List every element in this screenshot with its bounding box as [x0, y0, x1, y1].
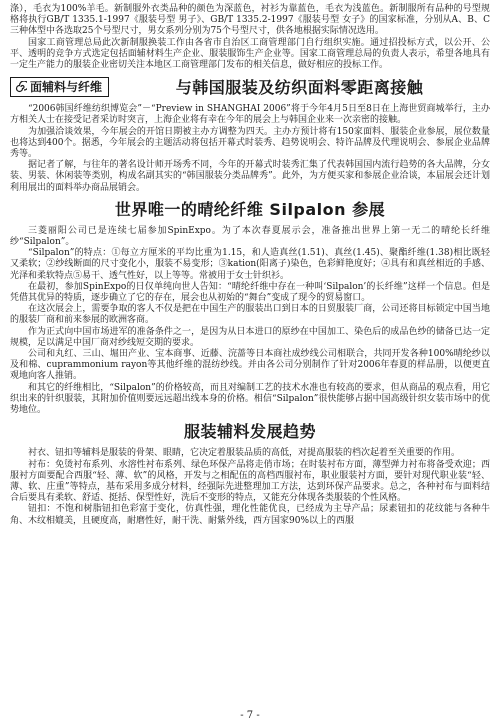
paragraph: “2006韩国纤维纺织博览会”－“Preview in SHANGHAI 2006”将于今年4月5日至8日在上海世贸商城举行，主办方相关人士在接受记者采访时突言，上海企业将有幸在今年的展会上与韩国企业来一次亲密的接触。: [10, 104, 490, 126]
paragraph: 和其它的纤维相比，“Silpalon”的价格较高，而且对编制工艺的技术水准也有较高的要求，但从商品的观点看，用它织出来的针织服装，其附加价值则要远远超出线本身的价格。相信“Silpalon”很快能够占据中国高级针织女装市场中的优势地位。: [10, 382, 490, 416]
article-banner: [10, 74, 490, 100]
section-title-trend: 服装辅料发展趋势: [183, 422, 316, 442]
paragraph: 在这次展会上，需要争取的客人不仅是把在中国生产的服装出口到日本的日贸服装厂商，公司还将目标锁定中国当地的服装厂商和前来参展的欧洲客商。: [10, 304, 490, 326]
column-label-text: 面辅料与纤维: [30, 79, 103, 94]
swirl-icon: [15, 81, 27, 93]
page-number: - 7 -: [240, 710, 260, 721]
paragraph: 钮扣：不饱和树脂钮扣色彩富于变化，仿真性强，理化性能优良，已经成为主导产品；尿素钮扣的花纹能与各种牛角、木纹相媲美，且硬度高，耐磨性好，耐干洗、耐紫外线，西方国家90%以上的西服: [10, 504, 490, 526]
paragraph: 公司和丸红、三山、堀田产业、宝本商事、近藤、浣蔷等日本商社成纱线公司相联合，共同开发各种100%晴纶纱以及和棉、cuprammonium rayon等其他纤维的混纺纱线。并由各公司分别制作了针对2006年春夏的样品册，以便更直观地向客人推销。: [10, 349, 490, 382]
paragraph: 国家工商管理总局此次新制服换装工作由各省市自治区工商管理部门自行组织实施。通过招投标方式，以公开、公平、透明的竞争方式选定包括面辅材料生产企业、服装服饰生产企业等。国家工商管理总局的负责人表示，希望各地具有一定生产能力的服装企业密切关注本地区工商管理部门发布的相关信息，做好相应的投标工作。: [10, 37, 490, 71]
paragraph: “Silpalon”的特点：①每立方厘米的平均比重为1.15，和人造真丝(1.51)、真丝(1.45)、聚酯纤维(1.38)相比既轻又柔软；②纱线断面的尺寸变化小，服装不易变形；③kation(阳离子)染色，色彩鲜艳度好；④具有和真丝相近的手感、光泽和柔软特点⑤易干、透气性好，以上等等。常被用于女士针织衫。: [10, 248, 490, 281]
korea-article: [10, 104, 490, 194]
paragraph: 据记者了解，与往年的著名设计师开场秀不同，今年的开幕式时装秀汇集了代表韩国国内流行趋势的各大品牌，分女装、男装、休闲装等类别，构成名副其实的“韩国服装分类品牌秀”。此外，为方便买家和参展企业洽谈，本届展会还计划利用展出的面料举办商品展销会。: [10, 160, 490, 193]
paragraph: 衬布：免烫衬布系列、水溶性衬布系列、绿色环保产品将走俏市场；在时装衬布方面，薄型弹力衬布将备受欢迎；西服衬方面要配合西服“轻、薄、软”的风格，开发与之相配伍的高档西服衬布，职业服装衬方面，要针对现代职业装“轻、薄、软、庄重”等特点，基布采用多成分材料，经强际先进整理加工方法，达到环保产品要求。总之，各种衬布与面料结合后要具有柔软、舒适、挺括、保型性好，洗后不变形的特点，又能充分体现各类服装的个性风格。: [10, 459, 490, 504]
paragraph: 在最初，参加SpinExpo的日仅单纯向世人告知：“晴纶纤维中存在一种叫‘Silpalon’的长纤维”这样一个信息。但是凭借其优异的特质，逐步确立了它的存在，展会也从初始的“舞台”变成了现今的贸易窗口。: [10, 281, 490, 304]
intro-block: [10, 4, 490, 71]
trend-article: [10, 448, 490, 526]
paragraph: 三菱丽阳公司已是连续七届参加SpinExpo。为了本次春夏展示会，准备推出世界上第一无二的晴纶长纤维纱“Silpalon”。: [10, 225, 490, 248]
paragraph: 衬衣、钮扣等辅料是服装的骨架、眼睛，它决定着服装品质的高低，对提高服装的档次起着至关重要的作用。: [28, 448, 461, 459]
paragraph: 涤），毛衣为100%羊毛。新制服外衣类品种的颜色为深蓝色，衬衫为靠蓝色，毛衣为浅蓝色。新制服所有品种的号型规格将执行GB/T 1335.1-1997《服装号型 男子》、GB/T 1335.2-1997《服装号型 女子》的国家标准，分别从A、B、C三种体型中各选取25个号型尺寸，男女系列分别为75个号型尺寸，供各地根据实际情况选用。: [10, 4, 490, 37]
column-label: [10, 77, 109, 97]
paragraph: 作为正式向中国市场进军的准备条件之一，是因为从日本进口的原纱在中国加工、染色后的成品色纱的储备已达一定规模，足以满足中国厂商对纱线短交期的要求。: [10, 326, 490, 348]
silpalon-article: [10, 226, 490, 416]
article-headline: 与韩国服装及纺织面料零距离接触: [175, 77, 424, 97]
section-title-silpalon: 世界唯一的晴纶纤维 Silpalon 参展: [114, 199, 386, 219]
paragraph: 为加强洽谈效果，今年展会的开馆日期被主办方调整为四天。主办方预计将有150家面料、服装企业参展，展位数量也将达到400个。据悉，今年展会的主题活动将包括开幕式时装秀、趋势说明会、特许品牌及代理说明会、参展企业品牌秀等。: [10, 126, 490, 160]
